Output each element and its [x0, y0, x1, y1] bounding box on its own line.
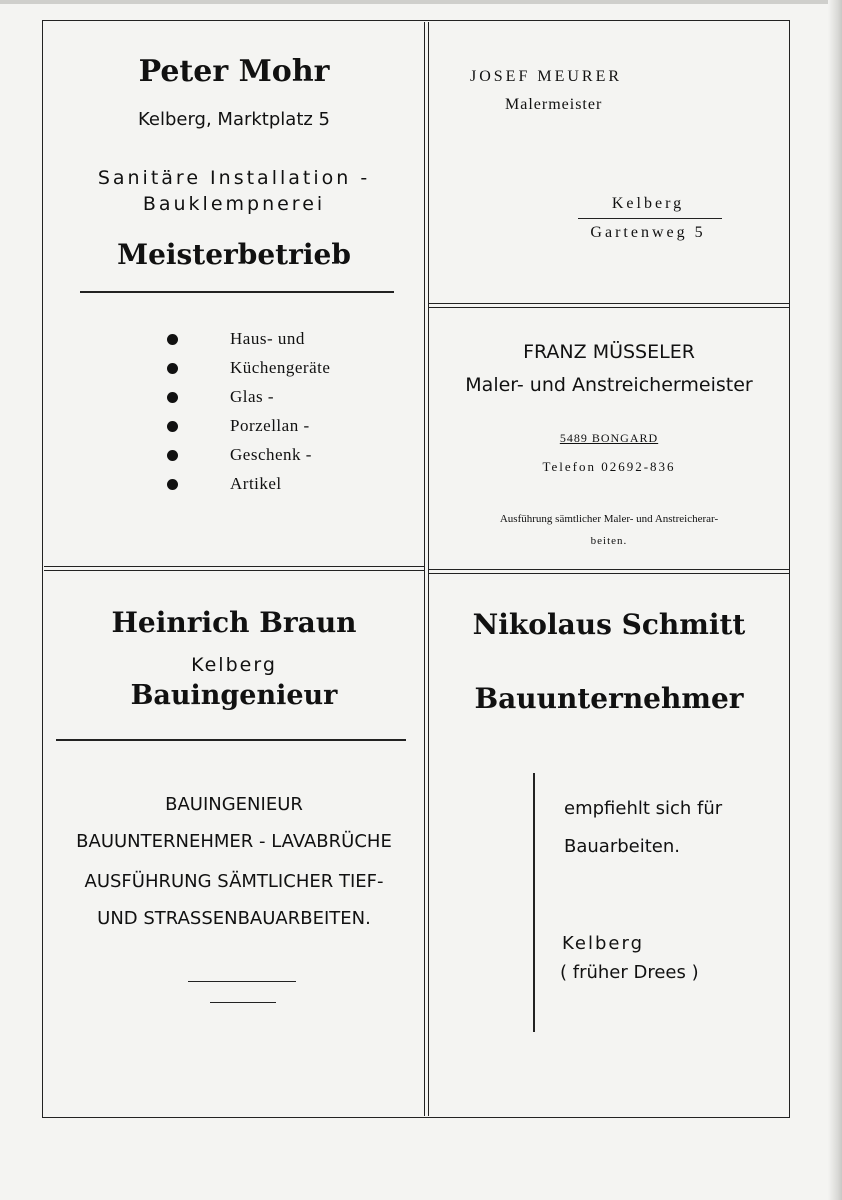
- street: Gartenweg 5: [590, 224, 706, 241]
- bullet-icon: [167, 450, 178, 461]
- bullet-icon: [167, 334, 178, 345]
- page-top-edge: [0, 0, 842, 4]
- vertical-rule: [533, 773, 535, 1032]
- former-name: ( früher Drees ): [560, 962, 699, 983]
- closing-rule: [210, 1002, 276, 1003]
- service-line: UND STRASSENBAUARBEITEN.: [97, 908, 371, 929]
- closing-rule: [188, 981, 296, 982]
- trade-line-2: Bauklempnerei: [142, 193, 326, 215]
- advertiser-name: Heinrich Braun: [111, 606, 357, 639]
- advertiser-title: Bauunternehmer: [474, 682, 744, 715]
- row-divider-right-top: [429, 303, 789, 308]
- advertiser-name: FRANZ MÜSSELER: [523, 341, 695, 363]
- separator-rule: [56, 739, 406, 741]
- list-item: Haus- und: [230, 329, 305, 348]
- separator-rule: [80, 291, 394, 293]
- list-item: Küchengeräte: [230, 358, 331, 377]
- service-line: BAUUNTERNEHMER - LAVABRÜCHE: [76, 831, 392, 852]
- advertiser-name: Nikolaus Schmitt: [472, 608, 746, 641]
- bullet-icon: [167, 363, 178, 374]
- list-item: Artikel: [230, 474, 282, 493]
- bullet-icon: [167, 421, 178, 432]
- row-divider-right-bottom: [429, 569, 789, 574]
- advertiser-name: JOSEF MEURER: [470, 68, 623, 85]
- service-text-line-1: empfiehlt sich für: [564, 798, 723, 819]
- page-right-edge: [828, 0, 842, 1200]
- service-text-line-2: Bauarbeiten.: [564, 836, 680, 857]
- advertiser-name: Peter Mohr: [138, 54, 330, 89]
- advertiser-title: Bauingenieur: [130, 680, 338, 711]
- postal-address: 5489 BONGARD: [559, 431, 659, 445]
- trade-line-1: Sanitäre Installation -: [97, 167, 371, 189]
- tagline: Meisterbetrieb: [117, 238, 351, 271]
- service-note-line-2: beiten.: [590, 535, 628, 547]
- service-line: AUSFÜHRUNG SÄMTLICHER TIEF-: [84, 871, 384, 892]
- phone: Telefon 02692-836: [542, 459, 676, 474]
- bullet-icon: [167, 392, 178, 403]
- service-line: BAUINGENIEUR: [165, 794, 303, 815]
- town: Kelberg: [611, 195, 685, 212]
- town: Kelberg: [191, 654, 277, 676]
- list-item: Porzellan -: [230, 416, 310, 435]
- advertiser-address: Kelberg, Marktplatz 5: [137, 109, 330, 130]
- town: Kelberg: [562, 933, 644, 954]
- list-item: Geschenk -: [230, 445, 312, 464]
- bullet-icon: [167, 479, 178, 490]
- separator-rule: [578, 218, 722, 219]
- advertiser-title: Malermeister: [505, 96, 603, 113]
- row-divider-left: [44, 566, 424, 571]
- service-note-line-1: Ausführung sämtlicher Maler- und Anstreicherar-: [499, 513, 719, 525]
- advertiser-title: Maler- und Anstreichermeister: [465, 374, 753, 396]
- list-item: Glas -: [230, 387, 275, 406]
